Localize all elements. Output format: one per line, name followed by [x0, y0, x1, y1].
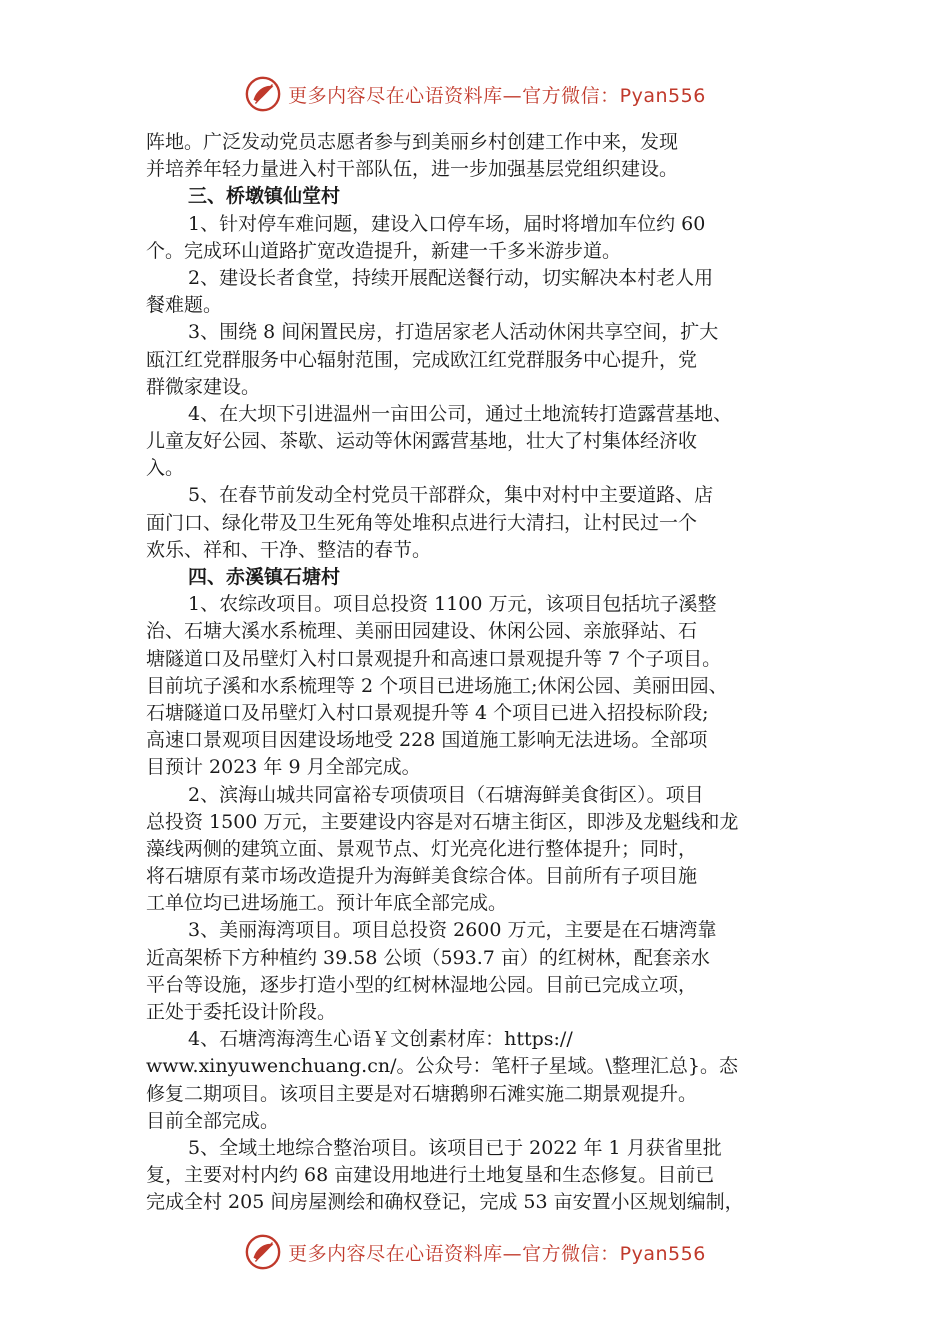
body-line: 并培养年轻力量进入村干部队伍，进一步加强基层党组织建设。 — [146, 158, 679, 181]
body-line: 目前全部完成。 — [146, 1109, 280, 1132]
body-line: 欢乐、祥和、干净、整洁的春节。 — [146, 538, 432, 561]
brand-logo-icon — [244, 75, 282, 113]
body-line: 3、美丽海湾项目。项目总投资 2600 万元，主要是在石塘湾靠 — [188, 919, 717, 942]
body-line: 复，主要对村内约 68 亩建设用地进行土地复垦和生态修复。目前已 — [146, 1164, 715, 1187]
body-line: 2、建设长者食堂，持续开展配送餐行动，切实解决本村老人用 — [188, 266, 714, 289]
body-line: 个。完成环山道路扩宽改造提升，新建一千多米游步道。 — [146, 239, 622, 262]
body-line: 5、在春节前发动全村党员干部群众，集中对村中主要道路、店 — [188, 484, 714, 507]
body-line: 4、在大坝下引进温州一亩田公司，通过土地流转打造露营基地、 — [188, 402, 733, 425]
body-line: 塘隧道口及吊壁灯入村口景观提升和高速口景观提升等 7 个子项目。 — [146, 647, 722, 670]
body-line: 目前坑子溪和水系梳理等 2 个项目已进场施工;休闲公园、美丽田园、 — [146, 674, 728, 697]
section-heading: 三、桥墩镇仙堂村 — [188, 185, 341, 208]
body-line: 1、针对停车难问题，建设入口停车场，届时将增加车位约 60 — [188, 212, 706, 235]
body-line: 修复二期项目。该项目主要是对石塘鹅卵石滩实施二期景观提升。 — [146, 1082, 698, 1105]
body-line: 4、石塘湾海湾生心语￥文创素材库：https:// — [188, 1028, 573, 1051]
body-line: 总投资 1500 万元，主要建设内容是对石塘主街区，即涉及龙魁线和龙 — [146, 810, 739, 833]
body-line: 完成全村 205 间房屋测绘和确权登记，完成 53 亩安置小区规划编制， — [146, 1191, 744, 1214]
body-line: 面门口、绿化带及卫生死角等处堆积点进行大清扫，让村民过一个 — [146, 511, 698, 534]
footer-watermark-banner — [0, 1230, 950, 1274]
body-line: 藻线两侧的建筑立面、景观节点、灯光亮化进行整体提升；同时， — [146, 837, 698, 860]
body-line: 工单位均已进场施工。预计年底全部完成。 — [146, 892, 508, 915]
body-line: 阵地。广泛发动党员志愿者参与到美丽乡村创建工作中来，发现 — [146, 131, 679, 153]
body-line: 平台等设施，逐步打造小型的红树林湿地公园。目前已完成立项， — [146, 973, 698, 996]
body-line: 治、石塘大溪水系梳理、美丽田园建设、休闲公园、亲旅驿站、石 — [146, 620, 698, 643]
body-line: www.xinyuwenchuang.cn/。公众号：笔杆子星域。\整理汇总}。态 — [146, 1055, 738, 1078]
body-line: 3、围绕 8 间闲置民房，打造居家老人活动休闲共享空间，扩大 — [188, 321, 719, 344]
header-banner-text: 更多内容尽在心语资料库—官方微信：Pyan556 — [288, 84, 706, 107]
body-line: 1、农综改项目。项目总投资 1100 万元，该项目包括坑子溪整 — [188, 593, 717, 616]
body-line: 入。 — [146, 457, 185, 480]
body-line: 餐难题。 — [146, 294, 223, 317]
body-line: 高速口景观项目因建设场地受 228 国道施工影响无法进场。全部项 — [146, 729, 708, 752]
body-line: 目预计 2023 年 9 月全部完成。 — [146, 756, 421, 779]
body-line: 5、全域土地综合整治项目。该项目已于 2022 年 1 月获省里批 — [188, 1136, 722, 1159]
body-line: 儿童友好公园、茶歇、运动等休闲露营基地，壮大了村集体经济收 — [146, 430, 698, 453]
brand-logo-icon — [244, 1233, 282, 1271]
body-line: 2、滨海山城共同富裕专项债项目（石塘海鲜美食街区）。项目 — [188, 783, 704, 806]
body-line: 瓯江红党群服务中心辐射范围，完成欧江红党群服务中心提升，党 — [146, 348, 698, 371]
footer-banner-text: 更多内容尽在心语资料库—官方微信：Pyan556 — [288, 1242, 706, 1265]
document-body — [146, 129, 826, 1217]
body-line: 近高架桥下方种植约 39.58 公顷（593.7 亩）的红树林，配套亲水 — [146, 946, 710, 969]
body-line: 石塘隧道口及吊壁灯入村口景观提升等 4 个项目已进入招投标阶段; — [146, 701, 709, 724]
body-line: 将石塘原有菜市场改造提升为海鲜美食综合体。目前所有子项目施 — [146, 865, 698, 888]
body-line: 正处于委托设计阶段。 — [146, 1001, 337, 1023]
header-watermark-banner — [0, 72, 950, 116]
section-heading: 四、赤溪镇石塘村 — [188, 566, 341, 588]
body-line: 群微家建设。 — [146, 375, 261, 398]
